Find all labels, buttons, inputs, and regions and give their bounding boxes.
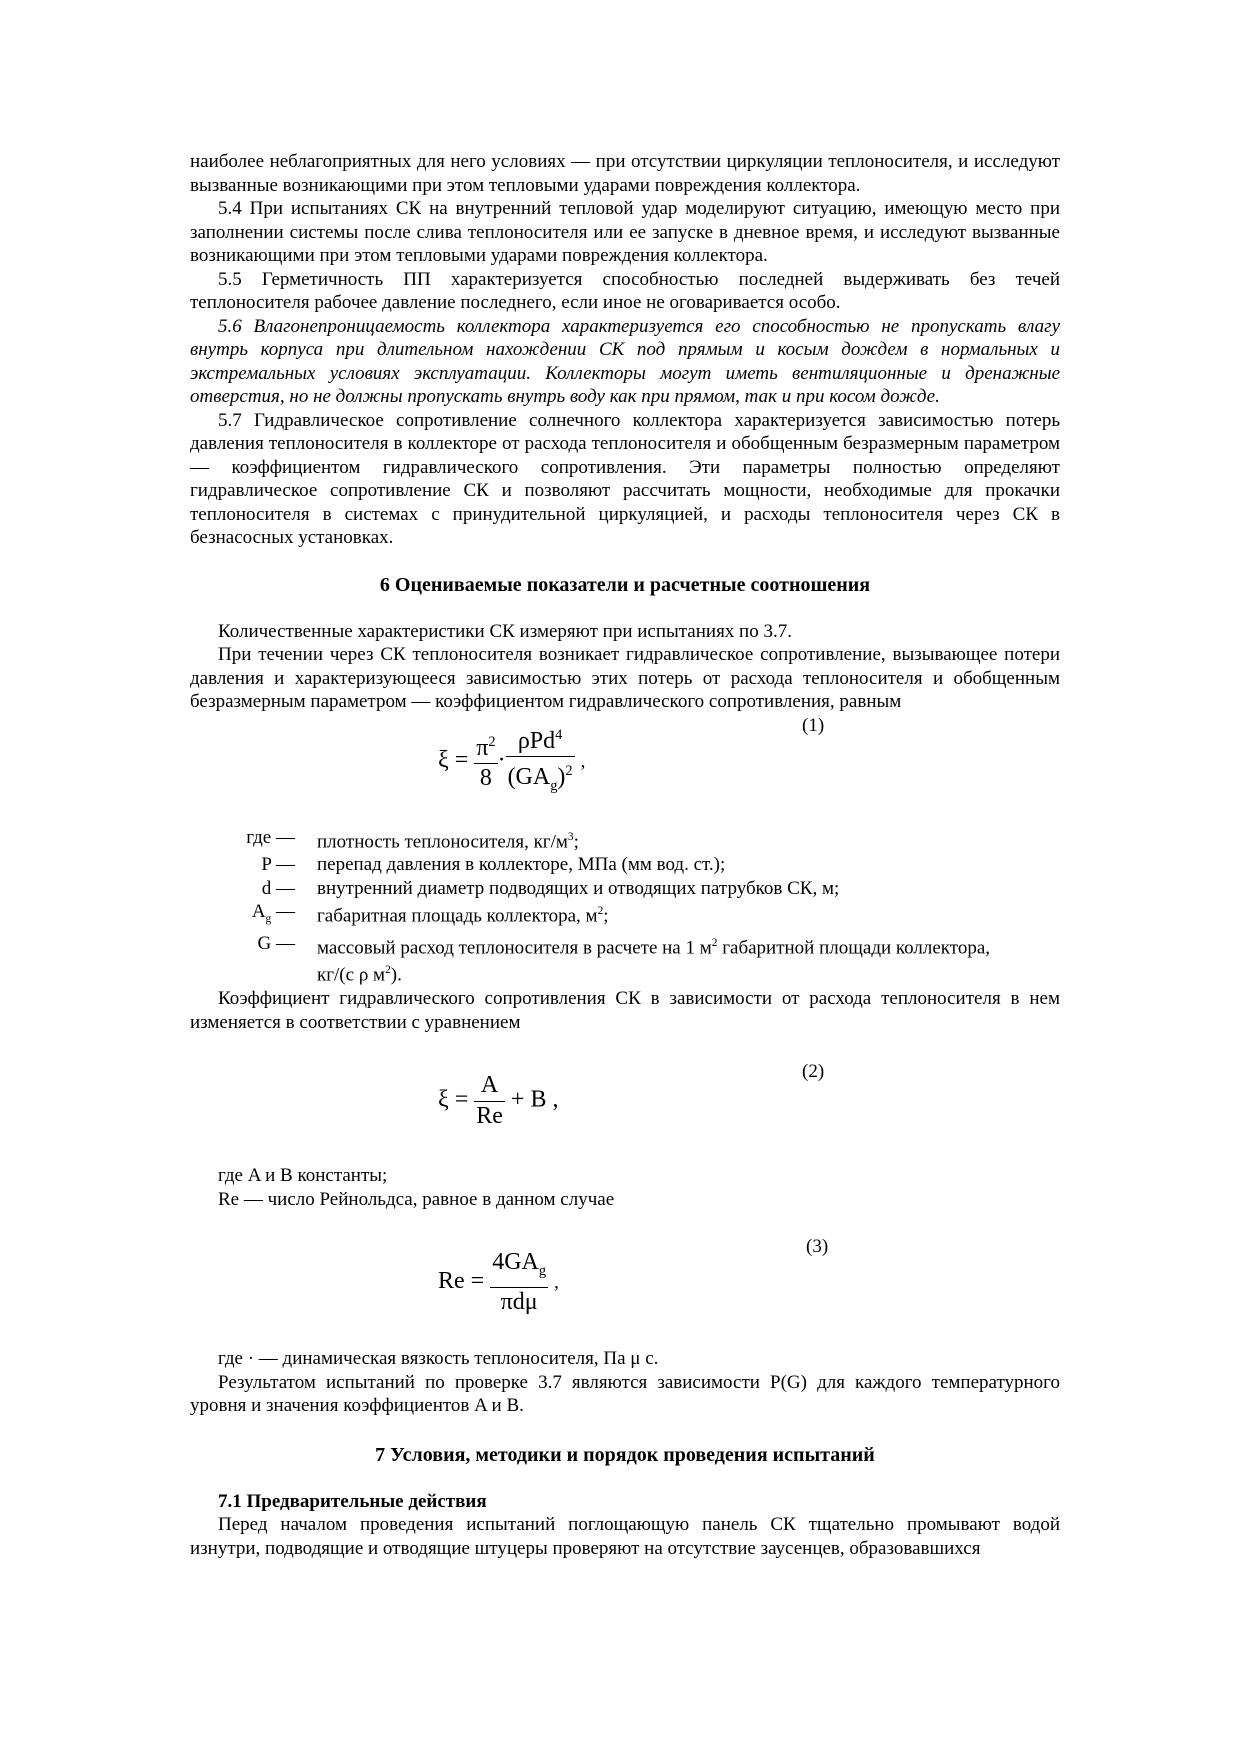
formula-2-block [190,1034,1060,1164]
formula-3-fraction: $\frac{4GA_g}{\text{πdμ}}$ [492,1249,547,1315]
formula-1 [438,724,585,799]
paragraph-5-4: 5.4 При испытаниях СК на внутренний тепловой удар моделируют ситуацию, имеющую место при заполнении системы после слива теплоносителя или ее запуске в дневное время, и исследуют вызванные возникающими при этом тепловыми ударами повреждения коллектора. [190,198,1060,266]
formula-2-number: (2) [802,1061,825,1083]
document-page [190,150,1060,1560]
definition-row: d — внутренний диаметр подводящих и отводящих патрубков СК, м; [261,877,840,899]
formula-1-fraction-pi: $\frac{\pi^2}{8}$ [474,731,497,791]
section-6-paragraph-1: Количественные характеристики СК измеряют при испытаниях по 3.7. [218,620,792,642]
section-7-paragraph-1: Перед началом проведения испытаний поглощающую панель СК тщательно промывают водой изнутри, подводящие и отводящие штуцеры проверяют на отсутствие заусенцев, образовавшихся [190,1514,1060,1559]
section-6-paragraph-2: При течении через СК теплоносителя возникает гидравлическое сопротивление, вызывающее потери давления и характеризующееся зависимостью этих потерь от расхода теплоносителя и обобщенным безразмерным параметром — коэффициентом гидравлического сопротивления, равным [190,644,1060,712]
section-6-paragraph-6: где · — динамическая вязкость теплоносителя, Па μ с. [218,1348,659,1370]
definition-row: P — перепад давления в коллекторе, МПа (мм вод. ст.); [261,854,726,876]
paragraph-5-5: 5.5 Герметичность ПП характеризуется способностью последней выдерживать без течей теплоносителя рабочее давление последнего, если иное не оговаривается особо. [190,268,1060,313]
formula-2: ξ = $\frac{A}{Re}$ + B , [438,1072,559,1129]
formula-1-dot: · [497,746,506,773]
formula-1-block [190,714,1060,826]
definition-row: кг/(с ρ $м^2$). [317,964,402,986]
formula-1-number: (1) [802,714,825,736]
section-6-paragraph-7: Результатом испытаний по проверке 3.7 являются зависимости P(G) для каждого температурного уровня и значения коэффициентов A и B. [190,1371,1060,1417]
formula-3-number: (3) [806,1236,829,1258]
paragraph-5-6: 5.6 Влагонепроницаемость коллектора характеризуется его способностью не пропускать влагу внутрь корпуса при длительном нахождении СК под прямым и косым дождем в нормальных и экстремальных условиях эксплуатации. Коллекторы могут иметь вентиляционные и дренажные отверстия, но не должны пропускать внутрь воду как при прямом, так и при косом дожде. [190,315,1060,407]
paragraph-5-7: 5.7 Гидравлическое сопротивление солнечного коллектора характеризуется зависимостью потерь давления теплоносителя в коллекторе от расхода теплоносителя и обобщенным безразмерным параметром — коэффициентом гидравлического сопротивления. Эти параметры полностью определяют гидравлическое сопротивление СК и позволяют рассчитать мощности, необходимые для прокачки теплоносителя в системах с принудительной циркуляцией, и расходы теплоносителя через СК в безнасосных установках. [190,409,1060,548]
formula-3: Re = $\frac{4GA_g}{\text{πdμ}}$ , [438,1249,559,1315]
definition-row: G — массовый расход теплоносителя в расчете на 1 $м^2$ габаритной площади коллектора, [257,932,991,958]
section-6-heading: 6 Оцениваемые показатели и расчетные соотношения [379,573,871,596]
section-6-paragraph-5: Re — число Рейнольдса, равное в данном случае [218,1188,615,1210]
formula-1-fraction-main: $\frac{\rho Pd^4}{(GA_g)^2}$ [506,724,575,799]
section-6-paragraph-4: где A и B константы; [218,1165,388,1187]
definition-row: $A_g$ — габаритная площадь коллектора, $м^2$; [251,901,609,927]
section-7-heading: 7 Условия, методики и порядок проведения испытаний [375,1443,875,1466]
paragraph-continuation: наиболее неблагоприятных для него условиях — при отсутствии циркуляции теплоносителя, и исследуют вызванные возникающими при этом тепловыми ударами повреждения коллектора. [190,151,1060,196]
section-6-paragraph-3: Коэффициент гидравлического сопротивления СК в зависимости от расхода теплоносителя в нем изменяется в соответствии с уравнением [190,988,1060,1033]
definition-row: где — плотность теплоносителя, $кг/м^3$; [246,826,579,852]
formula-1-definitions [190,826,1060,988]
formula-1-lhs: ξ = [438,746,469,773]
subsection-7-1-heading: 7.1 Предварительные действия [218,1490,487,1512]
formula-3-block [190,1211,1060,1347]
formula-1-comma: , [580,750,586,772]
formula-2-fraction: $\frac{A}{Re}$ [476,1072,503,1129]
